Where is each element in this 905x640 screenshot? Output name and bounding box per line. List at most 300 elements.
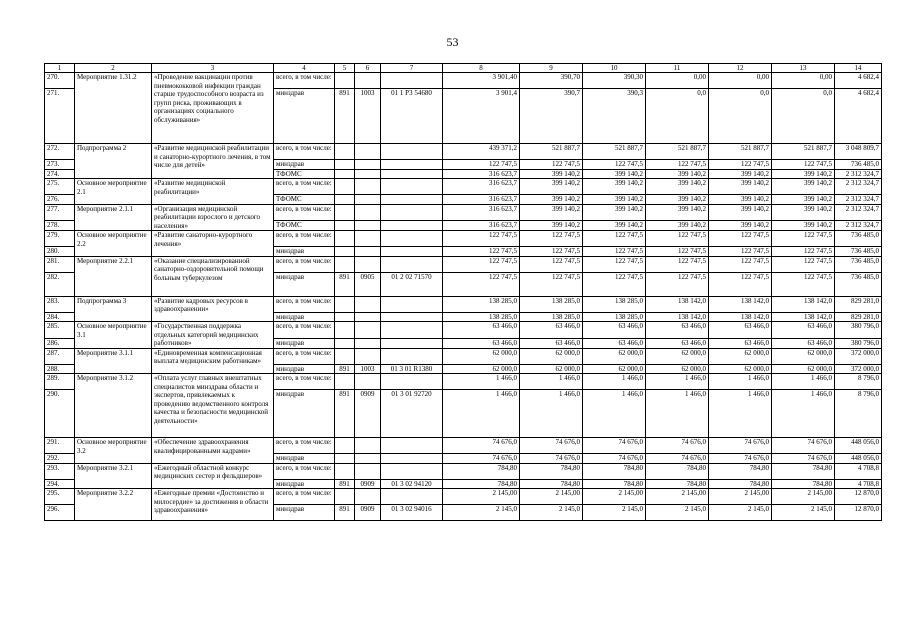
section-code-cell [355, 195, 381, 205]
year-amount-cell: 2 145,0 [772, 505, 835, 521]
year-amount-cell: 62 000,0 [583, 364, 646, 374]
grbs-code-cell [335, 144, 355, 160]
year-amount-cell: 399 140,2 [646, 204, 709, 221]
table-row [45, 256, 882, 272]
table-row [45, 489, 882, 505]
section-code-cell [355, 338, 381, 348]
year-amount-cell: 0,00 [772, 73, 835, 89]
year-amount-cell: 62 000,0 [520, 364, 583, 374]
year-amount-cell: 399 140,2 [709, 204, 772, 221]
section-code-cell [355, 204, 381, 221]
year-amount-cell: 122 747,5 [772, 272, 835, 296]
program-title-cell: «Организация медицинской реабилитации взрослого и детского населения» [152, 204, 274, 231]
year-amount-cell: 138 142,0 [646, 296, 709, 312]
grbs-code-cell [335, 312, 355, 322]
total-amount-cell: 448 056,0 [835, 438, 882, 454]
year-amount-cell: 63 466,0 [772, 338, 835, 348]
total-amount-cell: 2 312 324,7 [835, 179, 882, 195]
year-amount-cell: 399 140,2 [772, 169, 835, 179]
year-amount-cell: 74 676,0 [520, 454, 583, 464]
year-amount-cell: 784,80 [646, 479, 709, 489]
year-amount-cell: 122 747,5 [520, 256, 583, 272]
header-cell: 1 [45, 64, 75, 73]
grbs-code-cell [335, 338, 355, 348]
funding-source-cell: всего, в том числе: [274, 231, 335, 247]
year-amount-cell: 138 285,0 [443, 312, 520, 322]
row-number-cell: 270. [45, 73, 75, 89]
row-number-cell: 286. [45, 338, 75, 348]
program-label-cell: Мероприятие 3.2.2 [75, 489, 152, 521]
row-number-cell: 284. [45, 312, 75, 322]
grbs-code-cell: 891 [335, 390, 355, 438]
year-amount-cell: 784,80 [772, 463, 835, 479]
table-row [45, 374, 882, 390]
grbs-code-cell: 891 [335, 364, 355, 374]
row-number-cell: 296. [45, 505, 75, 521]
total-amount-cell: 380 796,0 [835, 338, 882, 348]
target-article-cell [381, 169, 443, 179]
year-amount-cell: 399 140,2 [646, 221, 709, 231]
year-amount-cell: 399 140,2 [583, 221, 646, 231]
funding-source-cell: минздрав [274, 338, 335, 348]
year-amount-cell: 74 676,0 [646, 438, 709, 454]
row-number-cell: 285. [45, 322, 75, 339]
year-amount-cell: 1 466,0 [520, 374, 583, 390]
funding-source-cell: минздрав [274, 89, 335, 144]
year-amount-cell: 2 145,0 [443, 505, 520, 521]
year-amount-cell: 62 000,0 [646, 348, 709, 364]
total-amount-cell: 12 870,0 [835, 505, 882, 521]
grbs-code-cell: 891 [335, 272, 355, 296]
row-number-cell: 274. [45, 169, 75, 179]
year-amount-cell: 399 140,2 [709, 169, 772, 179]
grbs-code-cell: 891 [335, 479, 355, 489]
year-amount-cell: 316 623,7 [443, 169, 520, 179]
funding-source-cell: минздрав [274, 312, 335, 322]
year-amount-cell: 74 676,0 [772, 454, 835, 464]
year-amount-cell: 122 747,5 [646, 231, 709, 247]
header-cell: 8 [443, 64, 520, 73]
funding-source-cell: всего, в том числе: [274, 322, 335, 339]
total-amount-cell: 829 281,0 [835, 296, 882, 312]
row-number-cell: 292. [45, 454, 75, 464]
grbs-code-cell [335, 204, 355, 221]
section-code-cell [355, 247, 381, 257]
grbs-code-cell [335, 231, 355, 247]
year-amount-cell: 399 140,2 [583, 195, 646, 205]
program-title-cell: «Развитие медицинской реабилитации и санаторно-курортного лечения, в том числе для детей» [152, 144, 274, 179]
program-label-cell: Мероприятие 3.1.1 [75, 348, 152, 374]
target-article-cell [381, 312, 443, 322]
grbs-code-cell [335, 221, 355, 231]
year-amount-cell: 74 676,0 [443, 454, 520, 464]
year-amount-cell: 784,80 [443, 479, 520, 489]
year-amount-cell: 122 747,5 [772, 247, 835, 257]
total-amount-cell: 736 485,0 [835, 160, 882, 170]
section-code-cell [355, 221, 381, 231]
year-amount-cell: 138 142,0 [772, 296, 835, 312]
year-amount-cell: 316 623,7 [443, 221, 520, 231]
year-amount-cell: 399 140,2 [772, 204, 835, 221]
year-amount-cell: 2 145,00 [772, 489, 835, 505]
year-amount-cell: 1 466,0 [772, 374, 835, 390]
target-article-cell [381, 160, 443, 170]
total-amount-cell: 736 485,0 [835, 231, 882, 247]
row-number-cell: 288. [45, 364, 75, 374]
section-code-cell [355, 231, 381, 247]
year-amount-cell: 784,80 [709, 463, 772, 479]
year-amount-cell: 63 466,0 [443, 322, 520, 339]
year-amount-cell: 74 676,0 [772, 438, 835, 454]
header-cell: 5 [335, 64, 355, 73]
header-cell: 6 [355, 64, 381, 73]
funding-source-cell: минздрав [274, 160, 335, 170]
table-row [45, 322, 882, 339]
table-row [45, 438, 882, 454]
section-code-cell [355, 374, 381, 390]
year-amount-cell: 74 676,0 [583, 454, 646, 464]
section-code-cell [355, 73, 381, 89]
year-amount-cell: 1 466,0 [709, 390, 772, 438]
grbs-code-cell [335, 247, 355, 257]
year-amount-cell: 62 000,0 [646, 364, 709, 374]
program-label-cell: Подпрограмма 3 [75, 296, 152, 322]
funding-source-cell: всего, в том числе: [274, 179, 335, 195]
header-cell: 10 [583, 64, 646, 73]
header-cell: 11 [646, 64, 709, 73]
year-amount-cell: 1 466,0 [443, 374, 520, 390]
year-amount-cell: 122 747,5 [583, 247, 646, 257]
year-amount-cell: 122 747,5 [646, 247, 709, 257]
target-article-cell [381, 438, 443, 454]
section-code-cell: 0909 [355, 390, 381, 438]
section-code-cell [355, 322, 381, 339]
funding-source-cell: ТФОМС [274, 169, 335, 179]
year-amount-cell: 390,3 [583, 89, 646, 144]
program-label-cell: Мероприятие 2.2.1 [75, 256, 152, 296]
year-amount-cell: 399 140,2 [709, 179, 772, 195]
grbs-code-cell [335, 322, 355, 339]
row-number-cell: 294. [45, 479, 75, 489]
target-article-cell [381, 463, 443, 479]
target-article-cell: 01 3 02 94016 [381, 505, 443, 521]
row-number-cell: 277. [45, 204, 75, 221]
total-amount-cell: 372 000,0 [835, 348, 882, 364]
target-article-cell: 01 3 01 92720 [381, 390, 443, 438]
total-amount-cell: 8 796,0 [835, 374, 882, 390]
year-amount-cell: 63 466,0 [583, 322, 646, 339]
program-label-cell: Подпрограмма 2 [75, 144, 152, 179]
program-title-cell: «Государственная поддержка отдельных категорий медицинских работников» [152, 322, 274, 349]
total-amount-cell: 4 708,8 [835, 463, 882, 479]
funding-source-cell: всего, в том числе: [274, 296, 335, 312]
year-amount-cell: 399 140,2 [520, 179, 583, 195]
year-amount-cell: 122 747,5 [772, 256, 835, 272]
row-number-cell: 293. [45, 463, 75, 479]
row-number-cell: 272. [45, 144, 75, 160]
total-amount-cell: 2 312 324,7 [835, 169, 882, 179]
section-code-cell [355, 179, 381, 195]
total-amount-cell: 736 485,0 [835, 256, 882, 272]
year-amount-cell: 63 466,0 [646, 322, 709, 339]
year-amount-cell: 0,0 [709, 89, 772, 144]
grbs-code-cell [335, 73, 355, 89]
year-amount-cell: 784,80 [583, 479, 646, 489]
header-cell: 13 [772, 64, 835, 73]
section-code-cell: 1003 [355, 364, 381, 374]
year-amount-cell: 521 887,7 [583, 144, 646, 160]
year-amount-cell: 2 145,00 [520, 489, 583, 505]
program-title-cell: «Ежегодные премии «Достоинство и милосердие» за достижения в области здравоохранения» [152, 489, 274, 521]
grbs-code-cell [335, 438, 355, 454]
year-amount-cell: 63 466,0 [646, 338, 709, 348]
funding-source-cell: всего, в том числе: [274, 348, 335, 364]
target-article-cell [381, 489, 443, 505]
funding-source-cell: всего, в том числе: [274, 144, 335, 160]
section-code-cell [355, 463, 381, 479]
funding-source-cell: всего, в том числе: [274, 256, 335, 272]
year-amount-cell: 3 901,40 [443, 73, 520, 89]
program-label-cell: Основное мероприятие 2.1 [75, 179, 152, 205]
target-article-cell: 01 1 P3 54680 [381, 89, 443, 144]
year-amount-cell: 1 466,0 [583, 390, 646, 438]
year-amount-cell: 399 140,2 [646, 179, 709, 195]
row-number-cell: 275. [45, 179, 75, 195]
funding-source-cell: всего, в том числе: [274, 73, 335, 89]
row-number-cell: 276. [45, 195, 75, 205]
year-amount-cell: 1 466,0 [520, 390, 583, 438]
table-row [45, 296, 882, 312]
section-code-cell: 0909 [355, 505, 381, 521]
grbs-code-cell [335, 195, 355, 205]
grbs-code-cell: 891 [335, 505, 355, 521]
section-code-cell: 1003 [355, 89, 381, 144]
program-label-cell: Мероприятие 1.31.2 [75, 73, 152, 144]
section-code-cell [355, 169, 381, 179]
header-row [45, 64, 882, 73]
header-cell: 12 [709, 64, 772, 73]
funding-source-cell: всего, в том числе: [274, 438, 335, 454]
year-amount-cell: 784,80 [520, 463, 583, 479]
year-amount-cell: 784,80 [520, 479, 583, 489]
row-number-cell: 291. [45, 438, 75, 454]
year-amount-cell: 3 901,4 [443, 89, 520, 144]
year-amount-cell: 122 747,5 [646, 256, 709, 272]
program-title-cell: «Проведение вакцинации против пневмококковой инфекции граждан старше трудоспособного возраста из групп риска, проживающих в организациях социального обслуживания» [152, 73, 274, 144]
program-label-cell: Основное мероприятие 2.2 [75, 231, 152, 257]
year-amount-cell: 122 747,5 [443, 160, 520, 170]
funding-source-cell: всего, в том числе: [274, 489, 335, 505]
total-amount-cell: 736 485,0 [835, 247, 882, 257]
total-amount-cell: 380 796,0 [835, 322, 882, 339]
year-amount-cell: 521 887,7 [520, 144, 583, 160]
total-amount-cell: 829 281,0 [835, 312, 882, 322]
grbs-code-cell [335, 256, 355, 272]
target-article-cell [381, 179, 443, 195]
year-amount-cell: 62 000,0 [583, 348, 646, 364]
total-amount-cell: 8 796,0 [835, 390, 882, 438]
grbs-code-cell [335, 296, 355, 312]
funding-source-cell: всего, в том числе: [274, 463, 335, 479]
year-amount-cell: 0,0 [772, 89, 835, 144]
year-amount-cell: 399 140,2 [646, 195, 709, 205]
table-row [45, 348, 882, 364]
year-amount-cell: 138 285,0 [583, 296, 646, 312]
target-article-cell: 01 3 02 94120 [381, 479, 443, 489]
year-amount-cell: 138 142,0 [772, 312, 835, 322]
year-amount-cell: 390,30 [583, 73, 646, 89]
year-amount-cell: 2 145,0 [520, 505, 583, 521]
funding-source-cell: ТФОМС [274, 195, 335, 205]
year-amount-cell: 784,80 [772, 479, 835, 489]
year-amount-cell: 1 466,0 [646, 374, 709, 390]
target-article-cell [381, 256, 443, 272]
year-amount-cell: 784,80 [443, 463, 520, 479]
funding-source-cell: минздрав [274, 390, 335, 438]
section-code-cell [355, 160, 381, 170]
year-amount-cell: 1 466,0 [709, 374, 772, 390]
year-amount-cell: 390,7 [520, 89, 583, 144]
year-amount-cell: 521 887,7 [646, 144, 709, 160]
year-amount-cell: 138 285,0 [520, 296, 583, 312]
target-article-cell [381, 247, 443, 257]
target-article-cell [381, 338, 443, 348]
target-article-cell [381, 374, 443, 390]
row-number-cell: 283. [45, 296, 75, 312]
section-code-cell [355, 438, 381, 454]
year-amount-cell: 62 000,0 [443, 364, 520, 374]
year-amount-cell: 399 140,2 [772, 221, 835, 231]
year-amount-cell: 122 747,5 [583, 160, 646, 170]
year-amount-cell: 122 747,5 [709, 256, 772, 272]
year-amount-cell: 122 747,5 [520, 160, 583, 170]
funding-source-cell: всего, в том числе: [274, 374, 335, 390]
total-amount-cell: 2 312 324,7 [835, 204, 882, 221]
total-amount-cell: 736 485,0 [835, 272, 882, 296]
program-title-cell: «Ежегодный областной конкурс медицинских сестер и фельдшеров» [152, 463, 274, 489]
year-amount-cell: 122 747,5 [772, 231, 835, 247]
year-amount-cell: 2 145,00 [443, 489, 520, 505]
grbs-code-cell [335, 179, 355, 195]
year-amount-cell: 122 747,5 [583, 231, 646, 247]
funding-source-cell: минздрав [274, 247, 335, 257]
year-amount-cell: 74 676,0 [583, 438, 646, 454]
row-number-cell: 279. [45, 231, 75, 247]
section-code-cell [355, 454, 381, 464]
target-article-cell [381, 231, 443, 247]
funding-source-cell: минздрав [274, 479, 335, 489]
total-amount-cell: 4 708,8 [835, 479, 882, 489]
year-amount-cell: 399 140,2 [772, 195, 835, 205]
year-amount-cell: 390,70 [520, 73, 583, 89]
funding-source-cell: ТФОМС [274, 221, 335, 231]
total-amount-cell: 4 682,4 [835, 73, 882, 89]
year-amount-cell: 138 142,0 [709, 312, 772, 322]
year-amount-cell: 62 000,0 [443, 348, 520, 364]
table-row [45, 204, 882, 221]
year-amount-cell: 122 747,5 [709, 160, 772, 170]
target-article-cell [381, 73, 443, 89]
table-row [45, 231, 882, 247]
year-amount-cell: 399 140,2 [646, 169, 709, 179]
year-amount-cell: 122 747,5 [520, 247, 583, 257]
year-amount-cell: 138 142,0 [709, 296, 772, 312]
year-amount-cell: 122 747,5 [443, 247, 520, 257]
row-number-cell: 282. [45, 272, 75, 296]
row-number-cell: 281. [45, 256, 75, 272]
year-amount-cell: 316 623,7 [443, 195, 520, 205]
section-code-cell [355, 312, 381, 322]
year-amount-cell: 62 000,0 [709, 348, 772, 364]
total-amount-cell: 372 000,0 [835, 364, 882, 374]
year-amount-cell: 138 142,0 [646, 312, 709, 322]
funding-source-cell: минздрав [274, 272, 335, 296]
year-amount-cell: 122 747,5 [709, 231, 772, 247]
row-number-cell: 295. [45, 489, 75, 505]
year-amount-cell: 122 747,5 [443, 256, 520, 272]
row-number-cell: 278. [45, 221, 75, 231]
target-article-cell [381, 195, 443, 205]
year-amount-cell: 63 466,0 [443, 338, 520, 348]
year-amount-cell: 2 145,0 [646, 505, 709, 521]
program-title-cell: «Развитие кадровых ресурсов в здравоохранении» [152, 296, 274, 322]
year-amount-cell: 399 140,2 [709, 195, 772, 205]
grbs-code-cell [335, 454, 355, 464]
year-amount-cell: 62 000,0 [709, 364, 772, 374]
header-cell: 9 [520, 64, 583, 73]
year-amount-cell: 62 000,0 [772, 348, 835, 364]
year-amount-cell: 74 676,0 [709, 454, 772, 464]
year-amount-cell: 2 145,0 [583, 505, 646, 521]
section-code-cell [355, 489, 381, 505]
year-amount-cell: 122 747,5 [443, 272, 520, 296]
year-amount-cell: 399 140,2 [520, 195, 583, 205]
year-amount-cell: 138 285,0 [583, 312, 646, 322]
program-label-cell: Мероприятие 3.1.2 [75, 374, 152, 438]
grbs-code-cell [335, 160, 355, 170]
target-article-cell [381, 204, 443, 221]
header-cell: 2 [75, 64, 152, 73]
funding-source-cell: минздрав [274, 454, 335, 464]
year-amount-cell: 122 747,5 [709, 247, 772, 257]
year-amount-cell: 784,80 [646, 463, 709, 479]
year-amount-cell: 316 623,7 [443, 204, 520, 221]
program-title-cell: «Обеспечение здравоохранения квалифицированными кадрами» [152, 438, 274, 464]
header-cell: 3 [152, 64, 274, 73]
program-label-cell: Мероприятие 2.1.1 [75, 204, 152, 231]
year-amount-cell: 122 747,5 [520, 272, 583, 296]
section-code-cell: 0905 [355, 272, 381, 296]
year-amount-cell: 122 747,5 [646, 272, 709, 296]
header-cell: 7 [381, 64, 443, 73]
row-number-cell: 271. [45, 89, 75, 144]
total-amount-cell: 4 682,4 [835, 89, 882, 144]
funding-source-cell: всего, в том числе: [274, 204, 335, 221]
year-amount-cell: 399 140,2 [583, 204, 646, 221]
year-amount-cell: 521 887,7 [772, 144, 835, 160]
year-amount-cell: 1 466,0 [646, 390, 709, 438]
budget-table [44, 63, 882, 521]
year-amount-cell: 74 676,0 [646, 454, 709, 464]
year-amount-cell: 74 676,0 [520, 438, 583, 454]
year-amount-cell: 138 285,0 [520, 312, 583, 322]
total-amount-cell: 12 870,0 [835, 489, 882, 505]
year-amount-cell: 62 000,0 [520, 348, 583, 364]
program-label-cell: Основное мероприятие 3.1 [75, 322, 152, 349]
grbs-code-cell [335, 169, 355, 179]
total-amount-cell: 2 312 324,7 [835, 221, 882, 231]
year-amount-cell: 74 676,0 [443, 438, 520, 454]
